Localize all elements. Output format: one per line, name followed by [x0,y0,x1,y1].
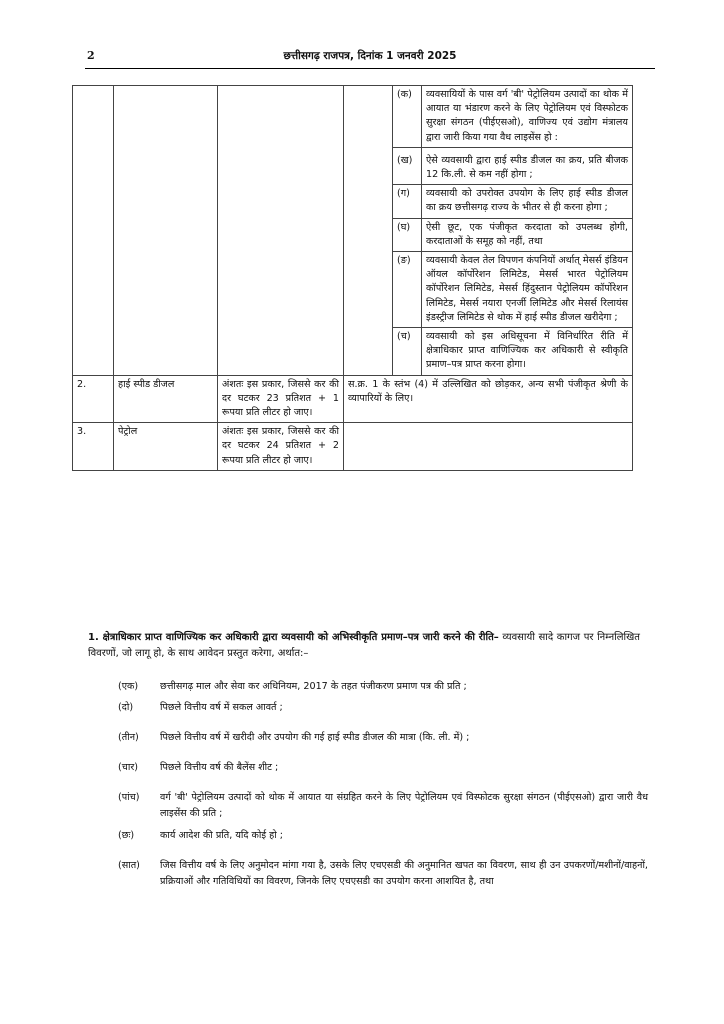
sno-cell: 2. [73,375,114,423]
sno-cell: 3. [73,423,114,471]
condition-label: (घ) [393,218,422,251]
condition-cell: स.क्र. 1 के स्तंभ (4) में उल्लिखित को छोड़कर, अन्य सभी पंजीकृत श्रेणी के व्यापारियों के लिए। [344,375,633,423]
condition-label: (ग) [393,185,422,218]
header-rule [85,68,655,69]
list-item-text: कार्य आदेश की प्रति, यदि कोई हो ; [160,830,284,841]
list-item-text: पिछले वित्तीय वर्ष में सकल आवर्त ; [160,702,283,713]
section-1-paragraph [88,630,640,662]
table-row-continued [73,86,633,376]
list-item-text: जिस वित्तीय वर्ष के लिए अनुमोदन मांगा गया है, उसके लिए एचएसडी की अनुमानित खपत का विवरण, साथ ही उन उपकरणों/मशीनों/वाहनों, प्रक्रियाओं और गतिविधियों का विवरण, जिनके लिए एचएसडी का उपयोग करना आशयित है, तथा [160,860,648,887]
condition-cell [344,423,633,471]
extent-cell: अंशतः इस प्रकार, जिससे कर की दर घटकर 23 प्रतिशत + 1 रूपया प्रति लीटर हो जाए। [218,375,344,423]
commodity-cell: पेट्रोल [114,423,218,471]
list-item-number: (दो) [118,702,134,713]
condition-cha [393,328,632,375]
list-item-number: (चार) [118,762,138,773]
condition-ga [393,185,632,218]
condition-label: (क) [393,86,422,147]
gazette-title: छत्तीसगढ़ राजपत्र, दिनांक 1 जनवरी 2025 [283,50,457,62]
list-item-text: छत्तीसगढ़ माल और सेवा कर अधिनियम, 2017 के तहत पंजीकरण प्रमाण पत्र की प्रति ; [160,681,467,692]
condition-label: (ङ) [393,252,422,328]
extent-cell: अंशतः इस प्रकार, जिससे कर की दर घटकर 24 प्रतिशत + 2 रूपया प्रति लीटर हो जाए। [218,423,344,471]
list-item-number: (सात) [118,860,140,871]
section-1-intro: व्यवसायी सादे कागज पर निम्नलिखित विवरणों, जो लागू हो, के साथ आवेदन प्रस्तुत करेगा, अर्थात:– [88,632,640,659]
category-cell [344,86,393,376]
exemption-table [72,85,633,471]
condition-kha [393,152,632,185]
extent-cell [218,86,344,376]
page-number: 2 [87,49,95,62]
condition-gha [393,218,632,251]
condition-label: (ख) [393,152,422,185]
table-row [73,423,633,471]
list-item-number: (पांच) [118,792,140,803]
conditions-list [393,86,632,375]
condition-text: व्यवसायी को इस अधिसूचना में विनिर्धारित रीति में क्षेत्राधिकार प्राप्त वाणिज्यिक कर अधिकारी से स्वीकृति प्रमाण–पत्र प्राप्त करना होगा। [426,331,628,371]
sno-cell [73,86,114,376]
list-item-number: (छः) [118,830,135,841]
table-row [73,375,633,423]
list-item-text: पिछले वित्तीय वर्ष की बैलेंस शीट ; [160,762,279,773]
condition-text: व्यवसायी केवल तेल विपणन कंपनियों अर्थात् मेसर्स इंडियन ऑयल कॉर्पोरेशन लिमिटेड, मेसर्स भारत पेट्रोलियम कॉर्पोरेशन लिमिटेड, मेसर्स हिंदुस्तान पेट्रोलियम कॉर्पोरेशन लिमिटेड, मेसर्स नयारा एनर्जी लिमिटेड और मेसर्स रिलायंस इंडस्ट्रीज लिमिटेड से थोक में हाई स्पीड डीजल खरीदेगा ; [422,252,633,328]
commodity-cell: हाई स्पीड डीजल [114,375,218,423]
list-item-text: वर्ग 'बी' पेट्रोलियम उत्पादों को थोक में आयात या संग्रहित करने के लिए पेट्रोलियम एवं विस्फोटक सुरक्षा संगठन (पीईएसओ) द्वारा जारी वैध लाइसेंस की प्रति ; [160,792,648,819]
section-1-heading: 1. क्षेत्राधिकार प्राप्त वाणिज्यिक कर अधिकारी द्वारा व्यवसायी को अभिस्वीकृति प्रमाण–पत्र जारी करने की रीति– [88,632,499,643]
condition-text: व्यवसायियों के पास वर्ग 'बी' पेट्रोलियम उत्पादों का थोक में आयात या भंडारण करने के लिए पेट्रोलियम एवं विस्फोटक सुरक्षा संगठन (पीईएसओ), वाणिज्य एवं उद्योग मंत्रालय द्वारा जारी किया गया वैध लाइसेंस हो : [422,86,633,147]
list-item-number: (एक) [118,681,139,692]
condition-text: ऐसे व्यवसायी द्वारा हाई स्पीड डीजल का क्रय, प्रति बीजक 12 कि.ली. से कम नहीं होगा ; [422,152,633,185]
condition-ka [393,86,632,147]
page-header [87,49,653,67]
condition-text: व्यवसायी को उपरोक्त उपयोग के लिए हाई स्पीड डीजल का क्रय छत्तीसगढ़ राज्य के भीतर से ही करना होगा ; [422,185,633,218]
condition-text: ऐसी छूट, एक पंजीकृत करदाता को उपलब्ध होगी, करदाताओं के समूह को नहीं, तथा [422,218,633,251]
condition-nga [393,252,632,328]
conditions-cell [393,86,633,376]
list-item-text: पिछले वित्तीय वर्ष में खरीदी और उपयोग की गई हाई स्पीड डीजल की मात्रा (कि. ली. में) ; [160,732,470,743]
list-item-number: (तीन) [118,732,139,743]
condition-label: (च) [393,328,422,375]
commodity-cell [114,86,218,376]
